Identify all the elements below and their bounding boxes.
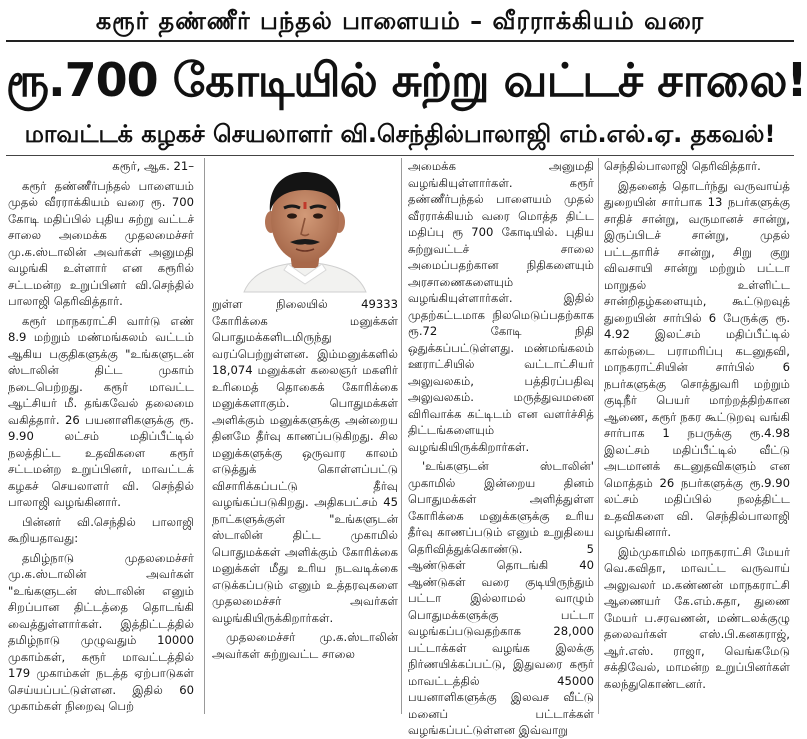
column-divider bbox=[401, 158, 402, 714]
paragraph: இம்முகாமில் மாநகராட்சி மேயர் வெ.கவிதா, மாவட்ட வருவாய் அலுவலர் ம.கண்ணன் மாநகராட்சி ஆணையர் கே.எம்.சுதா, துணை மேயர் ப.சரவணன், மண்டலக்குழு தலைவர்கள் எஸ்.பி.கனகராஜ், ஆர்.எஸ். ராஜா, வெங்கமேடு சக்திவேல், மாமன்ற உறுப்பினர்கள் கலந்துகொண்டனர். bbox=[604, 544, 790, 691]
kicker-line: கரூர் தண்ணீர் பந்தல் பாளையம் – வீரராக்கியம் வரை bbox=[95, 7, 705, 35]
paragraph: தமிழ்நாடு முதலமைச்சர் மு.க.ஸ்டாலின் அவர்கள் "உங்களுடன் ஸ்டாலின் எனும் சிறப்பான திட்டத்தை தொடங்கி வைத்துள்ளார்கள். இத்திட்டத்தில் தமிழ்நாடு முழுவதும் 10000 முகாம்கள், கரூர் மாவட்டத்தில் 179 முகாம்கள் நடத்த ஏற்பாடுகள் செய்யப்பட்டுள்ளன. இதில் 60 முகாம்கள் நிறைவு பெற் bbox=[8, 550, 194, 713]
paragraph: இதனைத் தொடர்ந்து வருவாய்த் துறையின் சார்பாக 13 நபர்களுக்கு சாதிச் சான்று, வருமானச் சான்று, இருப்பிடச் சான்று, முதல் பட்டதாரிச் சான்று, சிறு குறு விவசாயி சான்று மற்றும் பட்டா மாறுதல் உள்ளிட்ட சான்றிதழ்களையும், கூட்டுறவுத் துறையின் சார்பில் 6 பேருக்கு ரூ. 4.92 இலட்சம் மதிப்பீட்டில் கால்நடை பராமரிப்பு கடனுதவி, மாநகராட்சியின் சார்பில் 6 நபர்களுக்கு சொத்துவரி மற்றும் குடிநீர் பெயர் மாற்றத்திற்கான ஆணை, கரூர் நகர கூட்டுறவு வங்கி சார்பாக 1 நபருக்கு ரூ.4.98 இலட்சம் மதிப்பீட்டில் வீட்டு அடமானக் கடனுதவிகளும் என மொத்தம் 26 நபர்களுக்கு ரூ.9.90 லட்சம் மதிப்பில் நலத்திட்ட உதவிகளை வி. செந்தில்பாலாஜி வழங்கினார். bbox=[604, 178, 790, 539]
paragraph: செந்தில்பாலாஜி தெரிவித்தார். bbox=[604, 159, 761, 173]
article-column-4 bbox=[604, 158, 790, 716]
headline: ரூ.700 கோடியில் சுற்று வட்டச் சாலை! bbox=[6, 53, 807, 107]
paragraph: அமைக்க அனுமதி வழங்கியுள்ளார்கள். கரூர் தண்ணீர்பந்தல் பாளையம் முதல் வீரராக்கியம் வரை மொத்த திட்ட மதிப்பு ரூ 700 கோடியில். புதிய சுற்றுவட்டச் சாலை அமைப்பதற்கான நிதிகளையும் அரசாணைகளையும் வழங்கியுள்ளார்கள். இதில் முதற்கட்டமாக நிலமெடுப்பதற்காக ரூ.72 கோடி நிதி ஒதுக்கப்பட்டுள்ளது. மண்மங்கலம் ஊராட்சியில் வட்டாட்சியர் அலுவலகம், பத்திரப்பதிவு அலுவலகம். மருத்துவமனை விரிவாக்க கட்டிடம் என வளர்ச்சித் திட்டங்களையும் வழங்கியிருக்கிறார்கள். bbox=[408, 159, 594, 454]
column-divider bbox=[204, 158, 205, 714]
paragraph: கரூர் தண்ணீர்பந்தல் பாளையம் முதல் வீரராக்கியம் வரை ரூ. 700 கோடி மதிப்பில் புதிய சுற்று வட்டச் சாலை அமைக்க முதலமைச்சர் மு.க.ஸ்டாலின் அவர்கள் அனுமதி வழங்கி உள்ளார் என கரூரில் சட்டமன்ற உறுப்பினர் வி.செந்தில் பாலாஜி தெரிவித்தார். bbox=[8, 178, 194, 308]
paragraph: 'உங்களுடன் ஸ்டாலின்' முகாமில் இன்றைய தினம் பொதுமக்கள் அளித்துள்ள கோரிக்கை மனுக்களுக்கு உரிய தீர்வு காணப்படும் எனும் உறுதியை தெரிவித்துக்கொண்டு. 5 ஆண்டுகள் தொடங்கி 40 ஆண்டுகள் வரை குடியிருந்தும் பட்டா இல்லாமல் வாழும் பொதுமக்களுக்கு பட்டா வழங்கப்படுவதற்காக 28,000 பட்டாக்கள் வழங்க இலக்கு நிர்ணயிக்கப்பட்டு, இதுவரை கரூர் மாவட்டத்தில் 45000 பயனாளிகளுக்கு இலவச வீட்டு மனைப் பட்டாக்கள் வழங்கப்பட்டுள்ளன இவ்வாறு bbox=[408, 459, 594, 737]
paragraph: முதலமைச்சர் மு.க.ஸ்டாலின் அவர்கள் சுற்றுவட்ட சாலை bbox=[212, 630, 398, 661]
paragraph: கரூர் மாநகராட்சி வார்டு எண் 8.9 மற்றும் மண்மங்கலம் வட்டம் ஆகிய பகுதிகளுக்கு "உங்களுடன் ஸ்டாலின் திட்ட முகாம் நடைபெற்றது. கரூர் மாவட்ட ஆட்சியர் மீ. தங்கவேல் தலைமை வகித்தார். 26 பயனாளிகளுக்கு ரூ. 9.90 லட்சம் மதிப்பீட்டில் நலத்திட்ட உதவிகளை கரூர் சட்டமன்ற உறுப்பினர், மாவட்டக் கழகச் செயலாளர் வி. செந்தில் பாலாஜி வழங்கினார். bbox=[8, 313, 194, 509]
paragraph: பின்னர் வி.செந்தில் பாலாஜி கூறியதாவது: bbox=[8, 514, 194, 545]
article-column-1 bbox=[8, 158, 194, 716]
article-column-3 bbox=[408, 158, 594, 737]
column-divider bbox=[598, 158, 599, 714]
paragraph: றுள்ள நிலையில் 49333 கோரிக்கை மனுக்கள் பொதுமக்களிடமிருந்து வரப்பெற்றுள்ளன. இம்மனுக்களில் 18,074 மனுக்கள் கலைஞர் மகளிர் உரிமைத் தொகைக் கோரிக்கை மனுக்களாகும். பொதுமக்கள் அளிக்கும் மனுக்களுக்கு அன்றைய தினமே தீர்வு காணப்படுகிறது. சில மனுக்களுக்கு ஒருவார காலம் எடுத்துக் கொள்ளப்பட்டு விசாரிக்கப்பட்டு தீர்வு வழங்கப்படுகிறது. அதிகபட்சம் 45 நாட்களுக்குள் "உங்களுடன் ஸ்டாலின் திட்ட முகாமில் பொதுமக்கள் அளிக்கும் கோரிக்கை மனுக்கள் மீது உரிய நடவடிக்கை எடுக்கப்படும் எனும் உத்தரவுகளை முதலமைச்சர் அவர்கள் வழங்கியிருக்கிறார்கள். bbox=[212, 297, 398, 625]
portrait-photo bbox=[212, 160, 398, 292]
article-column-2 bbox=[212, 296, 398, 716]
subheadline: மாவட்டக் கழகச் செயலாளர் வி.செந்தில்பாலாஜி எம்.எல்.ஏ. தகவல்! bbox=[24, 120, 776, 148]
dateline: கரூர், ஆக. 21– bbox=[112, 159, 194, 173]
divider bbox=[6, 155, 794, 156]
person-portrait-icon bbox=[212, 160, 398, 292]
divider bbox=[6, 40, 794, 42]
